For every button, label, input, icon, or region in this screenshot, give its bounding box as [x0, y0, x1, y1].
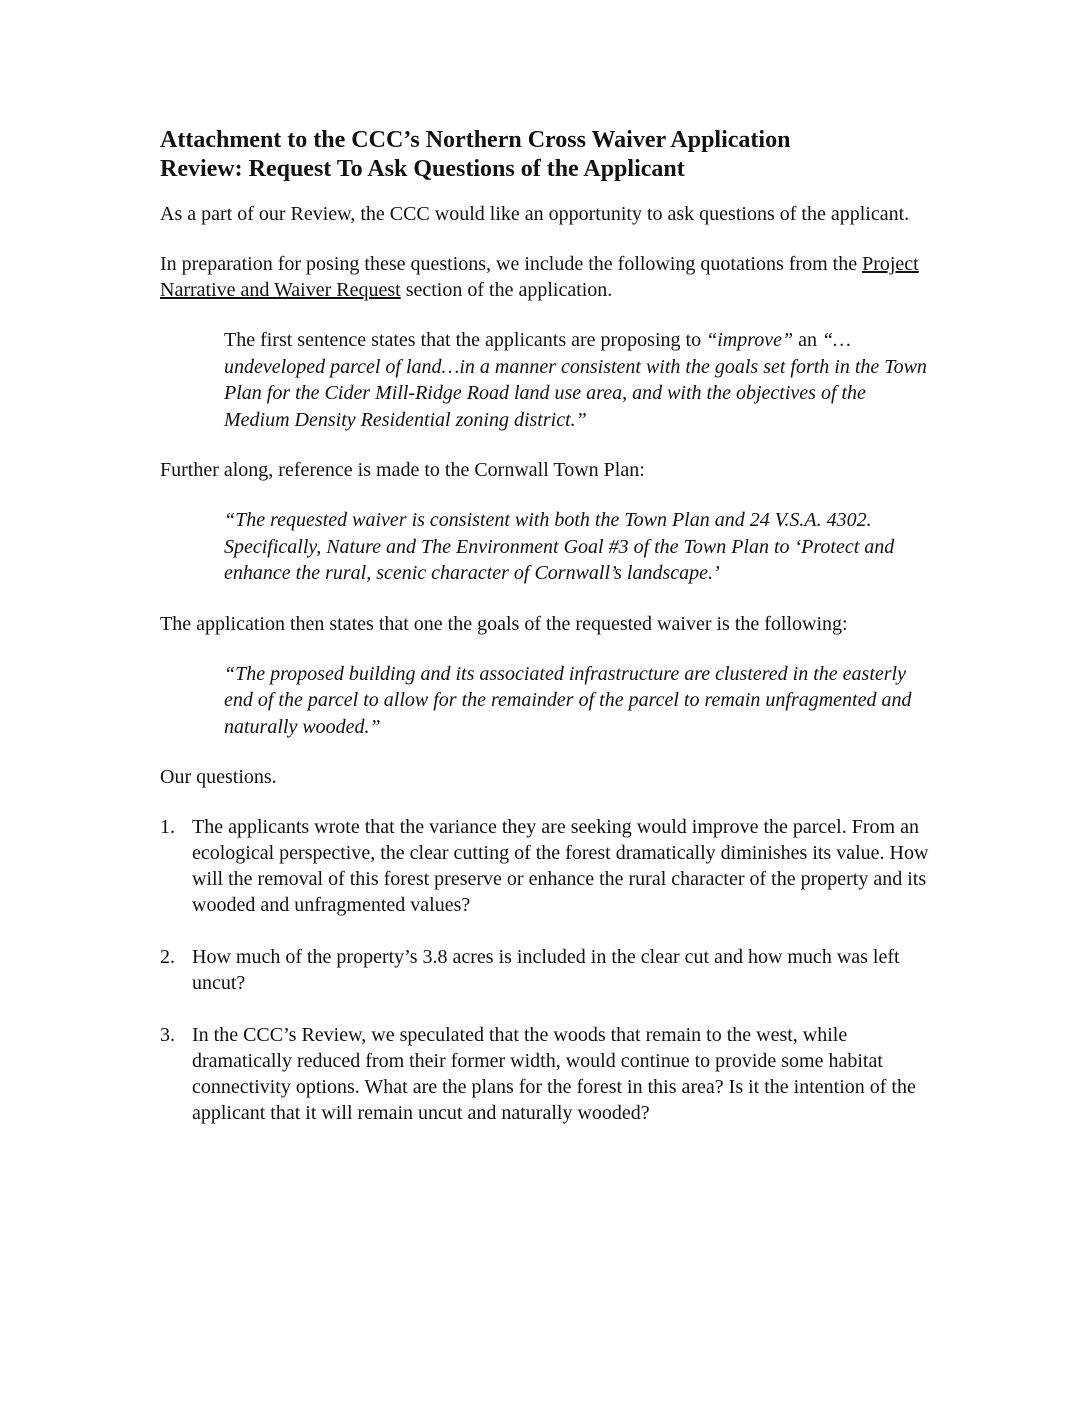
title-line-1: Attachment to the CCC’s Northern Cross Waiver Application [160, 127, 791, 153]
prep-text-before: In preparation for posing these questions, we include the following quotations from the [160, 253, 863, 275]
quote-waiver-goal: “The proposed building and its associated infrastructure are clustered in the easterly end of the parcel to allow for the remainder of the parcel to remain unfragmented and naturally wooded.” [224, 662, 912, 738]
questions-list [160, 814, 930, 1126]
question-text: In the CCC’s Review, we speculated that the woods that remain to the west, while dramatically reduced from their former width, would continue to provide some habitat connectivity options. What are the plans for the forest in this area? Is it the intention of the applicant that it will remain uncut and naturally wooded? [192, 1024, 916, 1124]
question-number: 3. [160, 1024, 175, 1046]
intro-paragraph: As a part of our Review, the CCC would like an opportunity to ask questions of the applicant. [160, 203, 910, 225]
prep-text-after: section of the application. [400, 279, 613, 301]
list-item [160, 944, 930, 996]
list-item [160, 1022, 930, 1126]
title-line-2: Review: Request To Ask Questions of the Applicant [160, 156, 685, 182]
goals-paragraph: The application then states that one the goals of the requested waiver is the following: [160, 612, 848, 635]
question-text: How much of the property’s 3.8 acres is included in the clear cut and how much was left uncut? [192, 946, 900, 994]
quote-first-sentence [224, 327, 930, 433]
quote1-italic: “…undeveloped parcel of land…in a manner consistent with the goals set forth in the Town Plan for the Cider Mill-Ridge Road land use area, and with the objectives of the Medium Density Residential zoning district.” [224, 329, 927, 431]
list-item [160, 814, 930, 918]
document-page [160, 126, 930, 1152]
document-title [160, 126, 930, 184]
our-questions-heading: Our questions. [160, 766, 277, 788]
question-number: 1. [160, 816, 175, 838]
quote1-improve: “improve” [706, 329, 794, 351]
further-paragraph: Further along, reference is made to the Cornwall Town Plan: [160, 459, 645, 481]
quote1-text-mid: an [793, 329, 823, 351]
question-text: The applicants wrote that the variance they are seeking would improve the parcel. From an ecological perspective, the clear cutting of the forest dramatically diminishes its value. How will the removal of this forest preserve or enhance the rural character of the property and its wooded and unfragmented values? [192, 816, 929, 916]
quote1-text-before: The first sentence states that the applicants are proposing to [224, 329, 707, 351]
project-narrative-reference: Project Narrative and Waiver Request [160, 253, 919, 301]
question-number: 2. [160, 946, 175, 968]
quote-town-plan: “The requested waiver is consistent with both the Town Plan and 24 V.S.A. 4302. Specifically, Nature and The Environment Goal #3 of the Town Plan to ‘Protect and enhance the rural, scenic character of Cornwall’s landscape.’ [224, 509, 895, 584]
preparation-paragraph [160, 251, 930, 303]
